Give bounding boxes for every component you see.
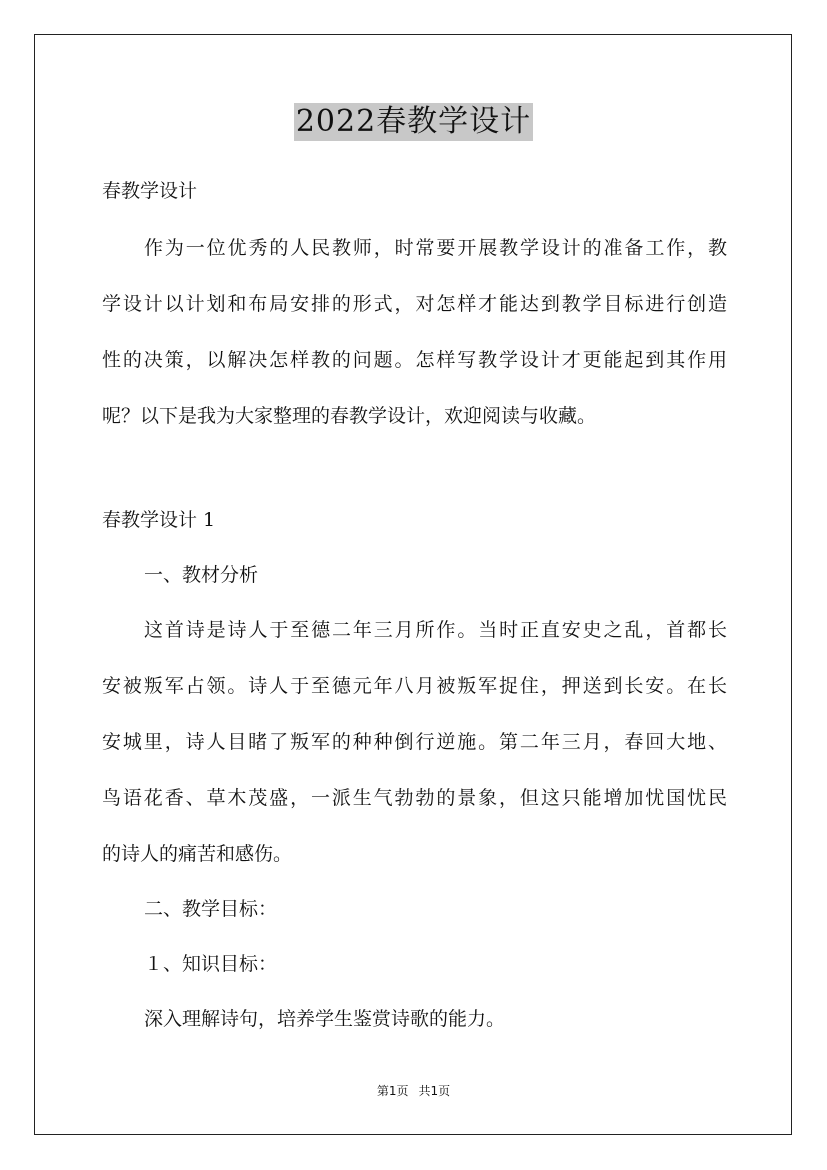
analysis-line: 这首诗是诗人于至德二年三月所作。当时正直安史之乱，首都长 <box>144 619 727 641</box>
section-heading-goals: 二、教学目标： <box>144 898 278 920</box>
intro-line: 性的决策，以解决怎样教的问题。怎样写教学设计才更能起到其作用 <box>102 349 727 371</box>
subtitle: 春教学设计 <box>102 180 198 202</box>
analysis-line: 鸟语花香、草木茂盛，一派生气勃勃的景象，但这只能增加忧国忧民 <box>102 787 727 809</box>
analysis-paragraph <box>102 614 727 870</box>
document-title: 2022春教学设计 <box>295 104 532 139</box>
goal-knowledge-text: 深入理解诗句，培养学生鉴赏诗歌的能力。 <box>144 1008 506 1030</box>
intro-paragraph <box>102 232 727 432</box>
intro-line: 学设计以计划和布局安排的形式，对怎样才能达到教学目标进行创造 <box>102 293 727 315</box>
page-footer <box>0 1083 827 1099</box>
section-heading-analysis: 一、教材分析 <box>144 564 259 586</box>
section-title: 春教学设计 1 <box>102 509 216 531</box>
page-number: 第1页 <box>376 1084 409 1098</box>
goal-knowledge-heading: １、知识目标： <box>144 953 278 975</box>
analysis-line: 安被叛军占领。诗人于至德元年八月被叛军捉住，押送到长安。在长 <box>102 675 727 697</box>
analysis-line: 的诗人的痛苦和感伤。 <box>102 843 293 865</box>
document-body <box>102 175 727 1035</box>
intro-line: 作为一位优秀的人民教师，时常要开展教学设计的准备工作，教 <box>144 237 727 259</box>
title-container <box>0 103 827 141</box>
intro-line: 呢？以下是我为大家整理的春教学设计，欢迎阅读与收藏。 <box>102 405 597 427</box>
page-total: 共1页 <box>418 1084 451 1098</box>
analysis-line: 安城里，诗人目睹了叛军的种种倒行逆施。第二年三月，春回大地、 <box>102 731 727 753</box>
